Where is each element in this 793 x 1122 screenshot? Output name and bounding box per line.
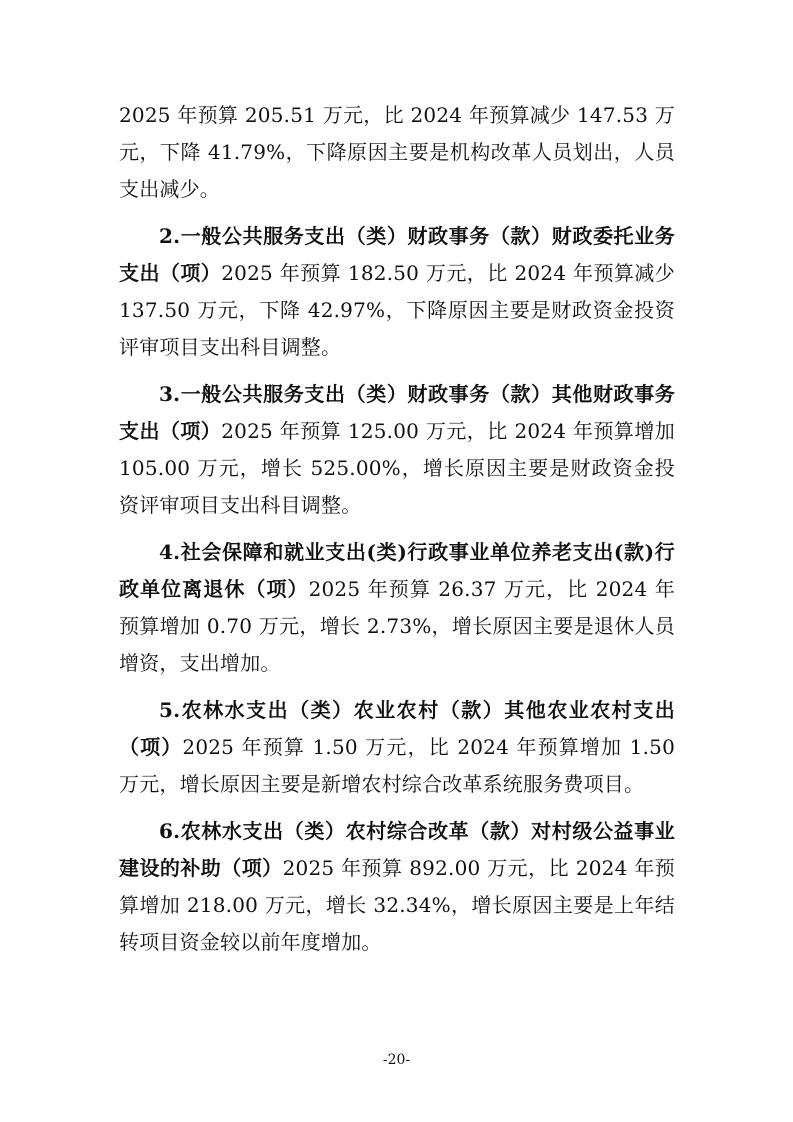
paragraph-4-text: 2025 年预算 26.37 万元，比 2024 年预算增加 0.70 万元，增长 2.73%，增长原因主要是退休人员增资，支出增加。	[119, 577, 675, 675]
paragraph-3-text: 2025 年预算 125.00 万元，比 2024 年预算增加 105.00 万元，增长 525.00%，增长原因主要是财政资金投资评审项目支出科目调整。	[119, 419, 676, 517]
paragraph-6	[119, 813, 675, 961]
paragraph-4-heading: 4.社会保障和就业支出(类)行政事业单位养老支出(款)行政单位离退休（项）	[119, 540, 675, 601]
paragraph-1	[119, 97, 675, 208]
paragraph-6-heading: 6.农林水支出（类）农村综合改革（款）对村级公益事业建设的补助（项）	[119, 819, 675, 880]
paragraph-4	[119, 534, 675, 682]
paragraph-5-heading: 5.农林水支出（类）农业农村（款）其他农业农村支出（项）	[119, 698, 675, 759]
paragraph-2-heading: 2.一般公共服务支出（类）财政事务（款）财政委托业务支出（项）	[119, 224, 675, 285]
paragraph-3	[119, 376, 675, 524]
page-number: -20-	[382, 1052, 411, 1068]
paragraph-2	[119, 218, 675, 366]
paragraph-5	[119, 692, 675, 803]
paragraph-2-text: 2025 年预算 182.50 万元，比 2024 年预算减少 137.50 万元，下降 42.97%，下降原因主要是财政资金投资评审项目支出科目调整。	[119, 261, 676, 359]
paragraph-6-text: 2025 年预算 892.00 万元，比 2024 年预算增加 218.00 万元，增长 32.34%，增长原因主要是上年结转项目资金较以前年度增加。	[119, 856, 675, 954]
paragraph-3-heading: 3.一般公共服务支出（类）财政事务（款）其他财政事务支出（项）	[119, 382, 675, 443]
document-body	[119, 97, 675, 971]
paragraph-1-text: 2025 年预算 205.51 万元，比 2024 年预算减少 147.53 万元，下降 41.79%，下降原因主要是机构改革人员划出，人员支出减少。	[119, 103, 675, 201]
paragraph-5-text: 2025 年预算 1.50 万元，比 2024 年预算增加 1.50 万元，增长原因主要是新增农村综合改革系统服务费项目。	[119, 735, 675, 796]
